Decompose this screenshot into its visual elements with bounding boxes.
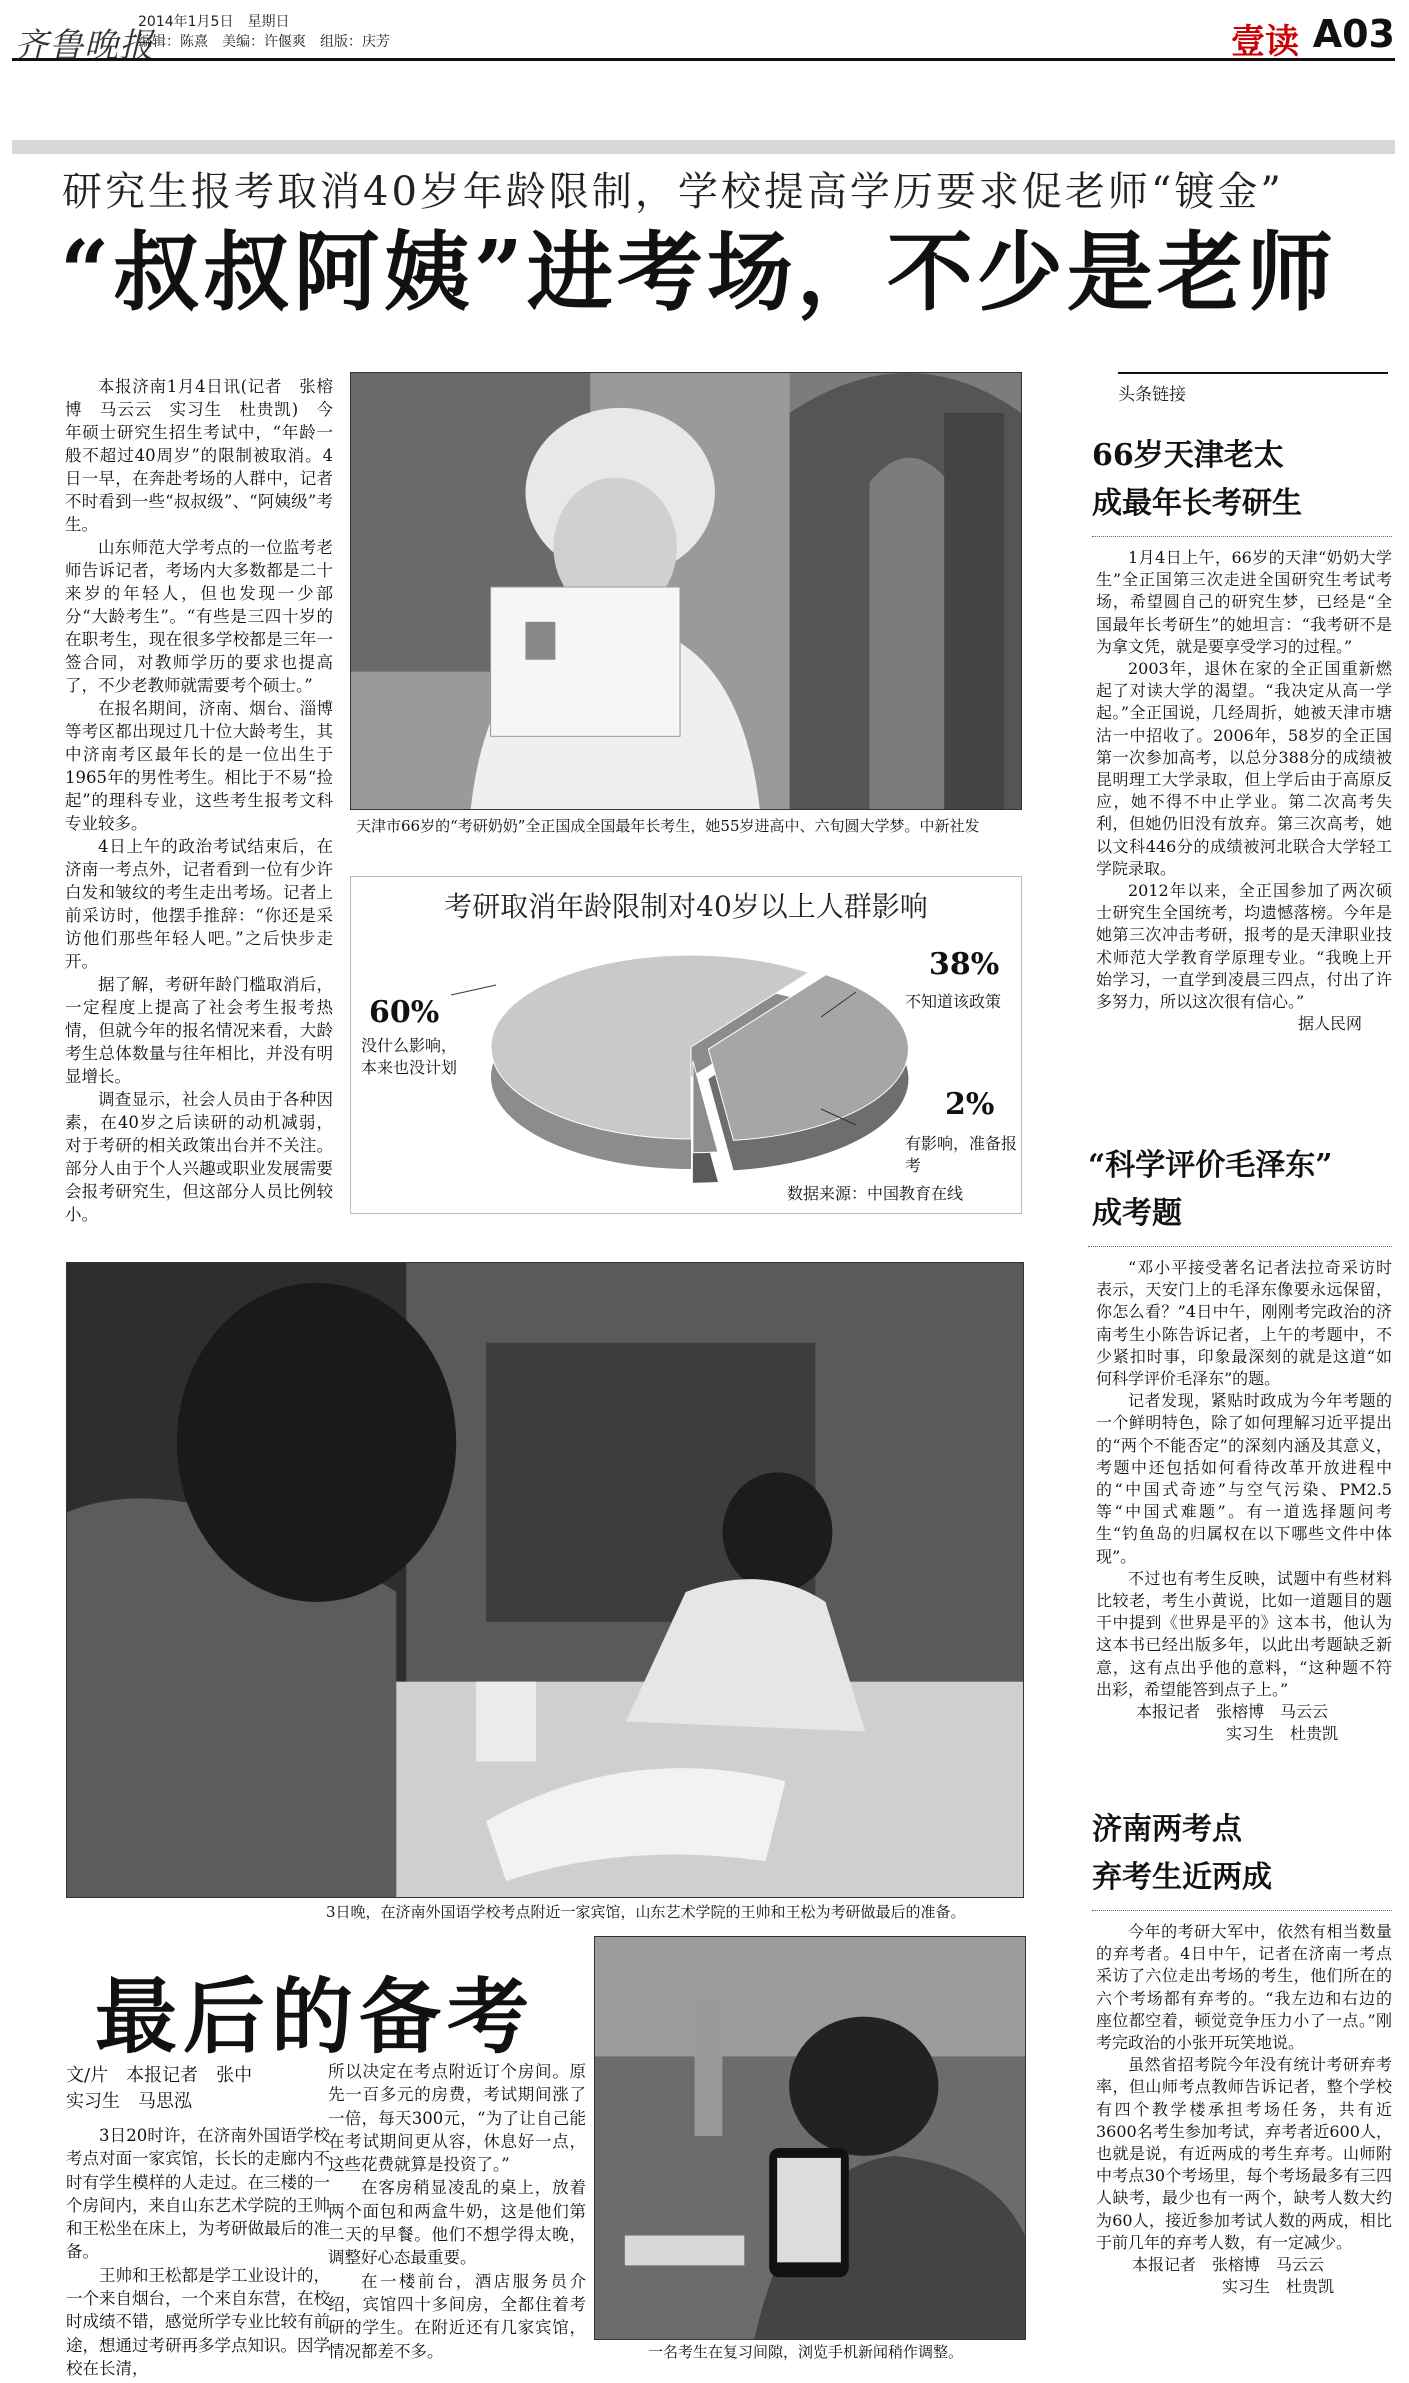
sidebar-credit: 本报记者 张榕博 马云云 bbox=[1132, 2255, 1325, 2275]
feature-paragraph: 在一楼前台，酒店服务员介绍，宾馆四十多间房，全都住着考研的学生。在附近还有几家宾馆，情况都差不多。 bbox=[328, 2271, 586, 2361]
divider bbox=[1092, 1910, 1392, 1911]
feature-paragraph: 3日20时许，在济南外国语学校考点对面一家宾馆，长长的走廊内不时有学生模样的人走过。在三楼的一个房间内，来自山东艺术学院的王帅和王松坐在床上，为考研做最后的准备。 bbox=[66, 2126, 330, 2262]
grandma-photo-caption: 天津市66岁的“考研奶奶”全正国成全国最年长考生，她55岁进高中、六旬圆大学梦。中新社发 bbox=[356, 817, 980, 835]
grandma-photo bbox=[350, 372, 1022, 810]
issue-date: 2014年1月5日 星期日 bbox=[138, 14, 290, 30]
article-paragraph: 山东师范大学考点的一位监考老师告诉记者，考场内大多数都是二十来岁的年轻人，但也发现一少部分“大龄考生”。“有些是三四十岁的在职考生，现在很多学校都是三年一签合同，对教师学历的要求也提高了，不少老教师就需要考个硕士。” bbox=[65, 538, 333, 695]
pie-slice bbox=[693, 1061, 718, 1153]
sidebar-credit: 据人民网 bbox=[1297, 1014, 1362, 1034]
article-paragraph: 调查显示，社会人员由于各种因素，在40岁之后读研的动机减弱，对于考研的相关政策出台并不关注。部分人由于个人兴趣或职业发展需要会报考研究生，但这部分人员比例较小。 bbox=[65, 1090, 333, 1224]
study-photo-caption: 3日晚，在济南外国语学校考点附近一家宾馆，山东艺术学院的王帅和王松为考研做最后的准备。 bbox=[326, 1903, 966, 1921]
feature-column-1 bbox=[66, 2124, 330, 2380]
feature-paragraph: 所以决定在考点附近订个房间。原先一百多元的房费，考试期间涨了一倍，每天300元，“为了让自己能在考试期间更从容，休息好一点，这些花费就算是投资了。” bbox=[328, 2062, 586, 2175]
phone-photo-caption: 一名考生在复习间隙，浏览手机新闻稍作调整。 bbox=[648, 2343, 964, 2361]
sidebar-paragraph: 2012年以来，全正国参加了两次硕士研究生全国统考，均遗憾落榜。今年是她第三次冲击考研，报考的是天津职业技术师范大学教育学原理专业。“我晚上开始学习，一直学到凌晨三四点，付出了许多努力，所以这次很有信心。” bbox=[1096, 881, 1392, 1012]
sidebar-tag: 头条链接 bbox=[1118, 372, 1388, 405]
feature-column-2 bbox=[328, 2060, 586, 2363]
article-paragraph: 本报济南1月4日讯(记者 张榕博 马云云 实习生 杜贵凯) 今年硕士研究生招生考试中，“年龄一般不超过40周岁”的限制被取消。4日一早，在奔赴考场的人群中，记者不时看到一些“叔叔级”、“阿姨级”考生。 bbox=[65, 377, 333, 534]
sidebar-story-title: 弃考生近两成 bbox=[1092, 1860, 1272, 1895]
slice-label-text: 没什么影响，本来也没计划 bbox=[361, 1036, 458, 1077]
sidebar-story-title: 济南两考点 bbox=[1092, 1812, 1242, 1847]
sidebar-paragraph: “邓小平接受著名记者法拉奇采访时表示，天安门上的毛泽东像要永远保留，你怎么看？”4日中午，刚刚考完政治的济南考生小陈告诉记者，上午的考题中，不少紧扣时事，印象最深刻的就是这道“如何科学评价毛泽东”的题。 bbox=[1096, 1258, 1392, 1389]
feature-paragraph: 在客房稍显凌乱的桌上，放着两个面包和两盒牛奶，这是他们第二天的早餐。他们不想学得太晚，调整好心态最重要。 bbox=[328, 2178, 586, 2268]
sidebar-paragraph: 今年的考研大军中，依然有相当数量的弃考者。4日中午，记者在济南一考点采访了六位走出考场的考生，他们所在的六个考场都有弃考的。“我左边和右边的座位都空着，顿觉竞争压力小了一点。”刚考完政治的小张开玩笑地说。 bbox=[1096, 1922, 1392, 2053]
phone-photo bbox=[594, 1936, 1026, 2340]
slice-label-value: 2% bbox=[945, 1087, 995, 1122]
sidebar-story-3 bbox=[1092, 1806, 1392, 2298]
article-paragraph: 4日上午的政治考试结束后，在济南一考点外，记者看到一位有少许白发和皱纹的考生走出考场。记者上前采访时，他摆手推辞：“你还是采访他们那些年轻人吧。”之后快步走开。 bbox=[65, 837, 333, 971]
newspaper-logo: 齐鲁晚报 bbox=[14, 26, 154, 66]
feature-title: 最后的备考 bbox=[95, 1969, 536, 2065]
chart-title: 考研取消年龄限制对40岁以上人群影响 bbox=[444, 890, 928, 923]
chart-source: 数据来源：中国教育在线 bbox=[787, 1184, 964, 1203]
feature-byline: 文/片 本报记者 张中 bbox=[66, 2065, 253, 2086]
sidebar-paragraph: 记者发现，紧贴时政成为今年考题的一个鲜明特色，除了如何理解习近平提出的“两个不能否定”的深刻内涵及其意义，考题中还包括如何看待改革开放进程中的“中国式奇迹”与空气污染、PM2.5等“中国式难题”。有一道选择题问考生“钓鱼岛的归属权在以下哪些文件中体现”。 bbox=[1096, 1391, 1392, 1566]
sidebar-credit: 实习生 杜贵凯 bbox=[1222, 2277, 1335, 2297]
slice-label-value: 38% bbox=[929, 947, 1000, 982]
main-headline: “叔叔阿姨”进考场，不少是老师 bbox=[60, 222, 1337, 323]
article-paragraph: 在报名期间，济南、烟台、淄博等考区都出现过几十位大龄考生，其中济南考区最年长的是一位出生于1965年的男性考生。相比于不易“捡起”的理科专业，这些考生报考文科专业较多。 bbox=[65, 699, 333, 833]
masthead-rule bbox=[12, 58, 1395, 61]
sidebar-paragraph: 2003年，退休在家的全正国重新燃起了对读大学的渴望。“我决定从高一学起。”全正国说，几经周折，她被天津市塘沽一中招收了。2006年，58岁的全正国第一次参加高考，以总分388分的成绩被昆明理工大学录取，但上学后由于高原反应，她不得不中止学业。第二次高考失利，但她仍旧没有放弃。第三次高考，她以文科446分的成绩被河北联合大学轻工学院录取。 bbox=[1096, 659, 1392, 878]
slice-label-text: 不知道该政策 bbox=[905, 992, 1002, 1011]
page-number: A03 bbox=[1312, 12, 1395, 56]
sidebar-story-title: 成最年长考研生 bbox=[1092, 486, 1302, 521]
section-name: 壹读 bbox=[1231, 22, 1299, 62]
sidebar-paragraph: 虽然省招考院今年没有统计考研弃考率，但山师考点教师告诉记者，整个学校有四个教学楼承担考场任务，共有近3600名考生参加考试，弃考者近600人，也就是说，有近两成的考生弃考。山师附中考点30个考场里，每个考场最多有三四人缺考，最少也有一两个，缺考人数大约为60人，接近参加考试人数的两成，相比于前几年的弃考人数，有一定减少。 bbox=[1096, 2055, 1392, 2252]
sidebar-credit: 实习生 杜贵凯 bbox=[1226, 1724, 1339, 1744]
divider bbox=[1088, 1246, 1392, 1247]
sidebar-paragraph: 1月4日上午，66岁的天津“奶奶大学生”全正国第三次走进全国研究生考试考场，希望圆自己的研究生梦，已经是“全国最年长考研生”的她坦言：“我考研不是为拿文凭，就是要享受学习的过程。” bbox=[1096, 548, 1392, 656]
slice-label-text: 有影响，准备报考 bbox=[905, 1134, 1018, 1175]
slice-label-value: 60% bbox=[369, 995, 440, 1030]
feature-paragraph: 王帅和王松都是学工业设计的，一个来自烟台，一个来自东营，在校时成绩不错，感觉所学专业比较有前途，想通过考研再多学点知识。因学校在长清， bbox=[66, 2265, 330, 2378]
study-room-photo bbox=[66, 1262, 1024, 1898]
kicker-headline: 研究生报考取消40岁年龄限制，学校提高学历要求促老师“镀金” bbox=[62, 169, 1284, 215]
article-paragraph: 据了解，考研年龄门槛取消后，一定程度上提高了社会考生报考热情，但就今年的报名情况来看，大龄考生总体数量与往年相比，并没有明显增长。 bbox=[65, 975, 333, 1086]
sidebar-paragraph: 不过也有考生反映，试题中有些材料比较老，考生小黄说，比如一道题目的题干中提到《世界是平的》这本书，他认为这本书已经出版多年，以此出考题缺乏新意，这有点出乎他的意料，“这种题不符出彩，希望能答到点子上。” bbox=[1096, 1568, 1392, 1699]
sidebar-story-title: 成考题 bbox=[1092, 1196, 1182, 1231]
sidebar-story-2 bbox=[1088, 1142, 1392, 1745]
header-band bbox=[12, 140, 1395, 154]
sidebar-story-title: 66岁天津老太 bbox=[1092, 438, 1284, 473]
sidebar-story-title: “科学评价毛泽东” bbox=[1088, 1148, 1333, 1183]
main-article bbox=[65, 375, 333, 1226]
sidebar-credit: 本报记者 张榕博 马云云 bbox=[1136, 1702, 1329, 1722]
staff-credits: 编辑：陈熹 美编：许偃爽 组版：庆芳 bbox=[138, 34, 390, 50]
sidebar-story-1 bbox=[1092, 432, 1392, 1035]
feature-byline: 实习生 马思泓 bbox=[66, 2091, 192, 2112]
pie-chart bbox=[350, 876, 1022, 1214]
divider bbox=[1092, 536, 1392, 537]
